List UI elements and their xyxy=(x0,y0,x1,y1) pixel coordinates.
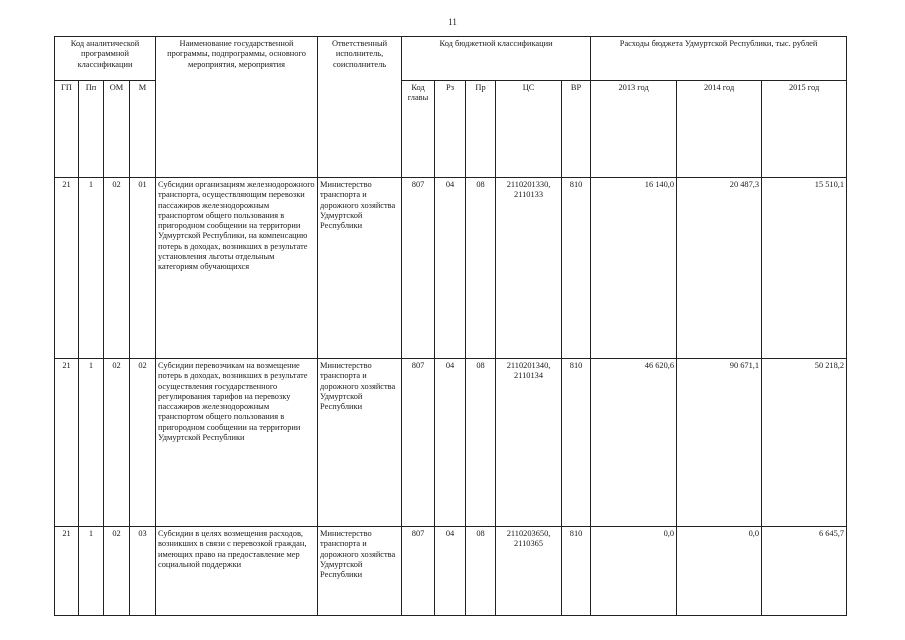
header-vr: ВР xyxy=(562,81,591,178)
table-row xyxy=(55,178,847,359)
cell-cs: 2110203650, 2110365 xyxy=(496,527,562,616)
cell-rz: 04 xyxy=(435,359,466,527)
header-pp: Пп xyxy=(79,81,104,178)
header-m: М xyxy=(130,81,156,178)
cell-vr: 810 xyxy=(562,527,591,616)
cell-vr: 810 xyxy=(562,178,591,359)
header-name: Наименование государственной программы, подпрограммы, основного мероприятия, мероприятия xyxy=(156,37,318,178)
cell-m: 01 xyxy=(130,178,156,359)
cell-vr: 810 xyxy=(562,359,591,527)
cell-name: Субсидии перевозчикам на возмещение потерь в доходах, возникших в результате осуществления государственного регулирования тарифов на перевозку пассажиров железнодорожным транспортом общего пользования в пригородном сообщении на территории Удмуртской Республики xyxy=(156,359,318,527)
table-row xyxy=(55,359,847,527)
header-rz: Рз xyxy=(435,81,466,178)
table-row xyxy=(55,527,847,616)
page-number: 11 xyxy=(448,17,457,27)
cell-2014: 0,0 xyxy=(677,527,762,616)
cell-om: 02 xyxy=(104,527,130,616)
header-analytic-code: Код аналитической программной классификации xyxy=(55,37,156,81)
cell-executor: Министерство транспорта и дорожного хозяйства Удмуртской Республики xyxy=(318,527,402,616)
header-executor: Ответственный исполнитель, соисполнитель xyxy=(318,37,402,178)
header-pr: Пр xyxy=(466,81,496,178)
header-2014: 2014 год xyxy=(677,81,762,178)
cell-2013: 16 140,0 xyxy=(591,178,677,359)
cell-pr: 08 xyxy=(466,359,496,527)
header-2013: 2013 год xyxy=(591,81,677,178)
cell-2013: 46 620,6 xyxy=(591,359,677,527)
cell-m: 03 xyxy=(130,527,156,616)
cell-kod: 807 xyxy=(402,527,435,616)
cell-name: Субсидии в целях возмещения расходов, возникших в связи с перевозкой граждан, имеющих право на предоставление мер социальной поддержки xyxy=(156,527,318,616)
cell-kod: 807 xyxy=(402,178,435,359)
cell-2014: 90 671,1 xyxy=(677,359,762,527)
cell-rz: 04 xyxy=(435,178,466,359)
header-kod: Код главы xyxy=(402,81,435,178)
cell-executor: Министерство транспорта и дорожного хозяйства Удмуртской Республики xyxy=(318,178,402,359)
header-om: ОМ xyxy=(104,81,130,178)
cell-m: 02 xyxy=(130,359,156,527)
header-cs: ЦС xyxy=(496,81,562,178)
cell-executor: Министерство транспорта и дорожного хозяйства Удмуртской Республики xyxy=(318,359,402,527)
cell-pp: 1 xyxy=(79,178,104,359)
cell-gp: 21 xyxy=(55,359,79,527)
header-expenses: Расходы бюджета Удмуртской Республики, тыс. рублей xyxy=(591,37,847,81)
budget-table xyxy=(54,36,847,616)
cell-cs: 2110201330, 2110133 xyxy=(496,178,562,359)
cell-gp: 21 xyxy=(55,178,79,359)
cell-kod: 807 xyxy=(402,359,435,527)
header-budget-code: Код бюджетной классификации xyxy=(402,37,591,81)
cell-pp: 1 xyxy=(79,527,104,616)
cell-om: 02 xyxy=(104,359,130,527)
cell-om: 02 xyxy=(104,178,130,359)
cell-rz: 04 xyxy=(435,527,466,616)
cell-pr: 08 xyxy=(466,527,496,616)
cell-name: Субсидии организациям железнодорожного транспорта, осуществляющим перевозки пассажиров железнодорожным транспортом общего пользования в пригородном сообщении на территории Удмуртской Республики, на компенсацию потерь в доходах, возникших в результате установления льготы отдельным категориям обучающихся xyxy=(156,178,318,359)
header-2015: 2015 год xyxy=(762,81,847,178)
cell-2015: 6 645,7 xyxy=(762,527,847,616)
cell-pr: 08 xyxy=(466,178,496,359)
header-row-1 xyxy=(55,37,847,81)
cell-gp: 21 xyxy=(55,527,79,616)
header-gp: ГП xyxy=(55,81,79,178)
cell-2014: 20 487,3 xyxy=(677,178,762,359)
cell-2015: 50 218,2 xyxy=(762,359,847,527)
cell-2013: 0,0 xyxy=(591,527,677,616)
cell-2015: 15 510,1 xyxy=(762,178,847,359)
cell-pp: 1 xyxy=(79,359,104,527)
cell-cs: 2110201340, 2110134 xyxy=(496,359,562,527)
